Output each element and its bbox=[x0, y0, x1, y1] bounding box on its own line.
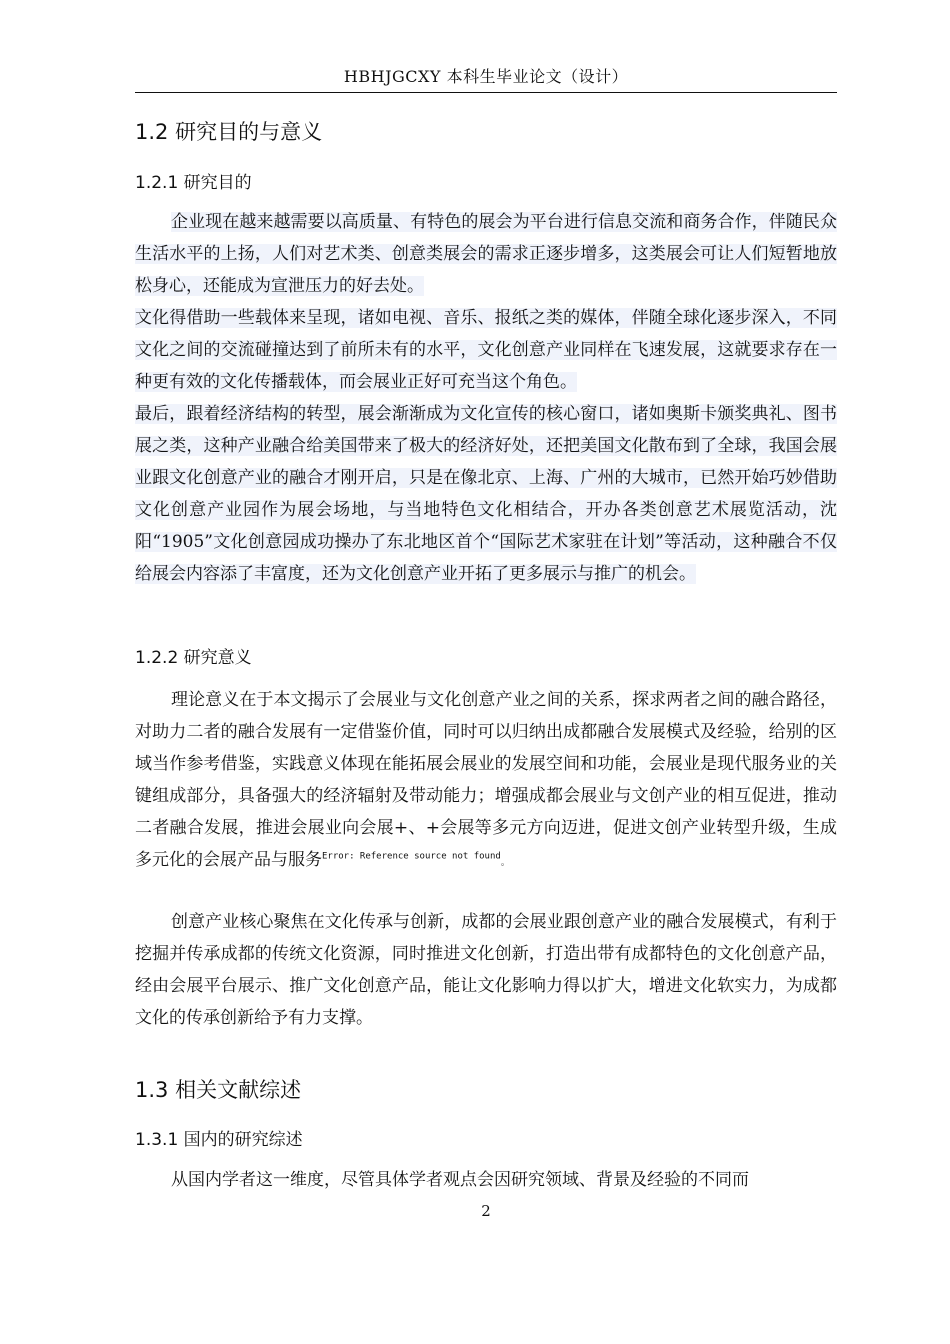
citation-error-note: Error: Reference source not found bbox=[322, 851, 501, 862]
paragraph-purpose-2 bbox=[135, 302, 837, 398]
paragraph-purpose-2-text: 文化得借助一些载体来呈现，诸如电视、音乐、报纸之类的媒体，伴随全球化逐步深入，不同文化之间的交流碰撞达到了前所未有的水平，文化创意产业同样在飞速发展，这就要求存在一种更有效的文化传播载体，而会展业正好可充当这个角色。 bbox=[135, 308, 837, 392]
paragraph-significance-1 bbox=[135, 684, 837, 879]
header-rule bbox=[135, 92, 837, 93]
section-heading-1-2: 1.2 研究目的与意义 bbox=[135, 120, 323, 144]
paragraph-domestic-review bbox=[135, 1164, 837, 1196]
document-page bbox=[135, 0, 837, 1344]
paragraph-purpose-1 bbox=[135, 206, 837, 302]
paragraph-significance-2-text: 创意产业核心聚焦在文化传承与创新，成都的会展业跟创意产业的融合发展模式，有利于挖掘并传承成都的传统文化资源，同时推进文化创新，打造出带有成都特色的文化创意产品，经由会展平台展示、推广文化创意产品，能让文化影响力得以扩大，增进文化软实力，为成都文化的传承创新给予有力支撑。 bbox=[135, 912, 837, 1028]
page-number: 2 bbox=[481, 1202, 491, 1220]
subsection-heading-1-2-1: 1.2.1 研究目的 bbox=[135, 173, 252, 193]
paragraph-purpose-3-text: 最后，跟着经济结构的转型，展会渐渐成为文化宣传的核心窗口，诸如奥斯卡颁奖典礼、图书展之类，这种产业融合给美国带来了极大的经济好处，还把美国文化散布到了全球，我国会展业跟文化创意产业的融合才刚开启，只是在像北京、上海、广州的大城市，已然开始巧妙借助文化创意产业园作为展会场地，与当地特色文化相结合，开办各类创意艺术展览活动，沈阳“1905”文化创意园成功操办了东北地区首个“国际艺术家驻在计划”等活动，这种融合不仅给展会内容添了丰富度，还为文化创意产业开拓了更多展示与推广的机会。 bbox=[135, 404, 837, 584]
paragraph-significance-1-end: 。 bbox=[500, 858, 510, 868]
paragraph-significance-2 bbox=[135, 906, 837, 1034]
subsection-heading-1-3-1: 1.3.1 国内的研究综述 bbox=[135, 1130, 303, 1150]
paragraph-domestic-review-text: 从国内学者这一维度，尽管具体学者观点会因研究领域、背景及经验的不同而 bbox=[171, 1170, 749, 1190]
section-heading-1-3: 1.3 相关文献综述 bbox=[135, 1078, 302, 1102]
paragraph-purpose-3 bbox=[135, 398, 837, 590]
paragraph-purpose-1-text: 企业现在越来越需要以高质量、有特色的展会为平台进行信息交流和商务合作，伴随民众生活水平的上扬，人们对艺术类、创意类展会的需求正逐步增多，这类展会可让人们短暂地放松身心，还能成为宣泄压力的好去处。 bbox=[135, 212, 837, 296]
subsection-heading-1-2-2: 1.2.2 研究意义 bbox=[135, 648, 252, 668]
running-header: HBHJGCXY 本科生毕业论文（设计） bbox=[343, 67, 629, 86]
paragraph-significance-1-text: 理论意义在于本文揭示了会展业与文化创意产业之间的关系，探求两者之间的融合路径，对助力二者的融合发展有一定借鉴价值，同时可以归纳出成都融合发展模式及经验，给别的区域当作参考借鉴，实践意义体现在能拓展会展业的发展空间和功能，会展业是现代服务业的关键组成部分，具备强大的经济辐射及带动能力；增强成都会展业与文创产业的相互促进，推动二者融合发展，推进会展业向会展+、+会展等多元方向迈进，促进文创产业转型升级，生成多元化的会展产品与服务 bbox=[135, 690, 837, 870]
